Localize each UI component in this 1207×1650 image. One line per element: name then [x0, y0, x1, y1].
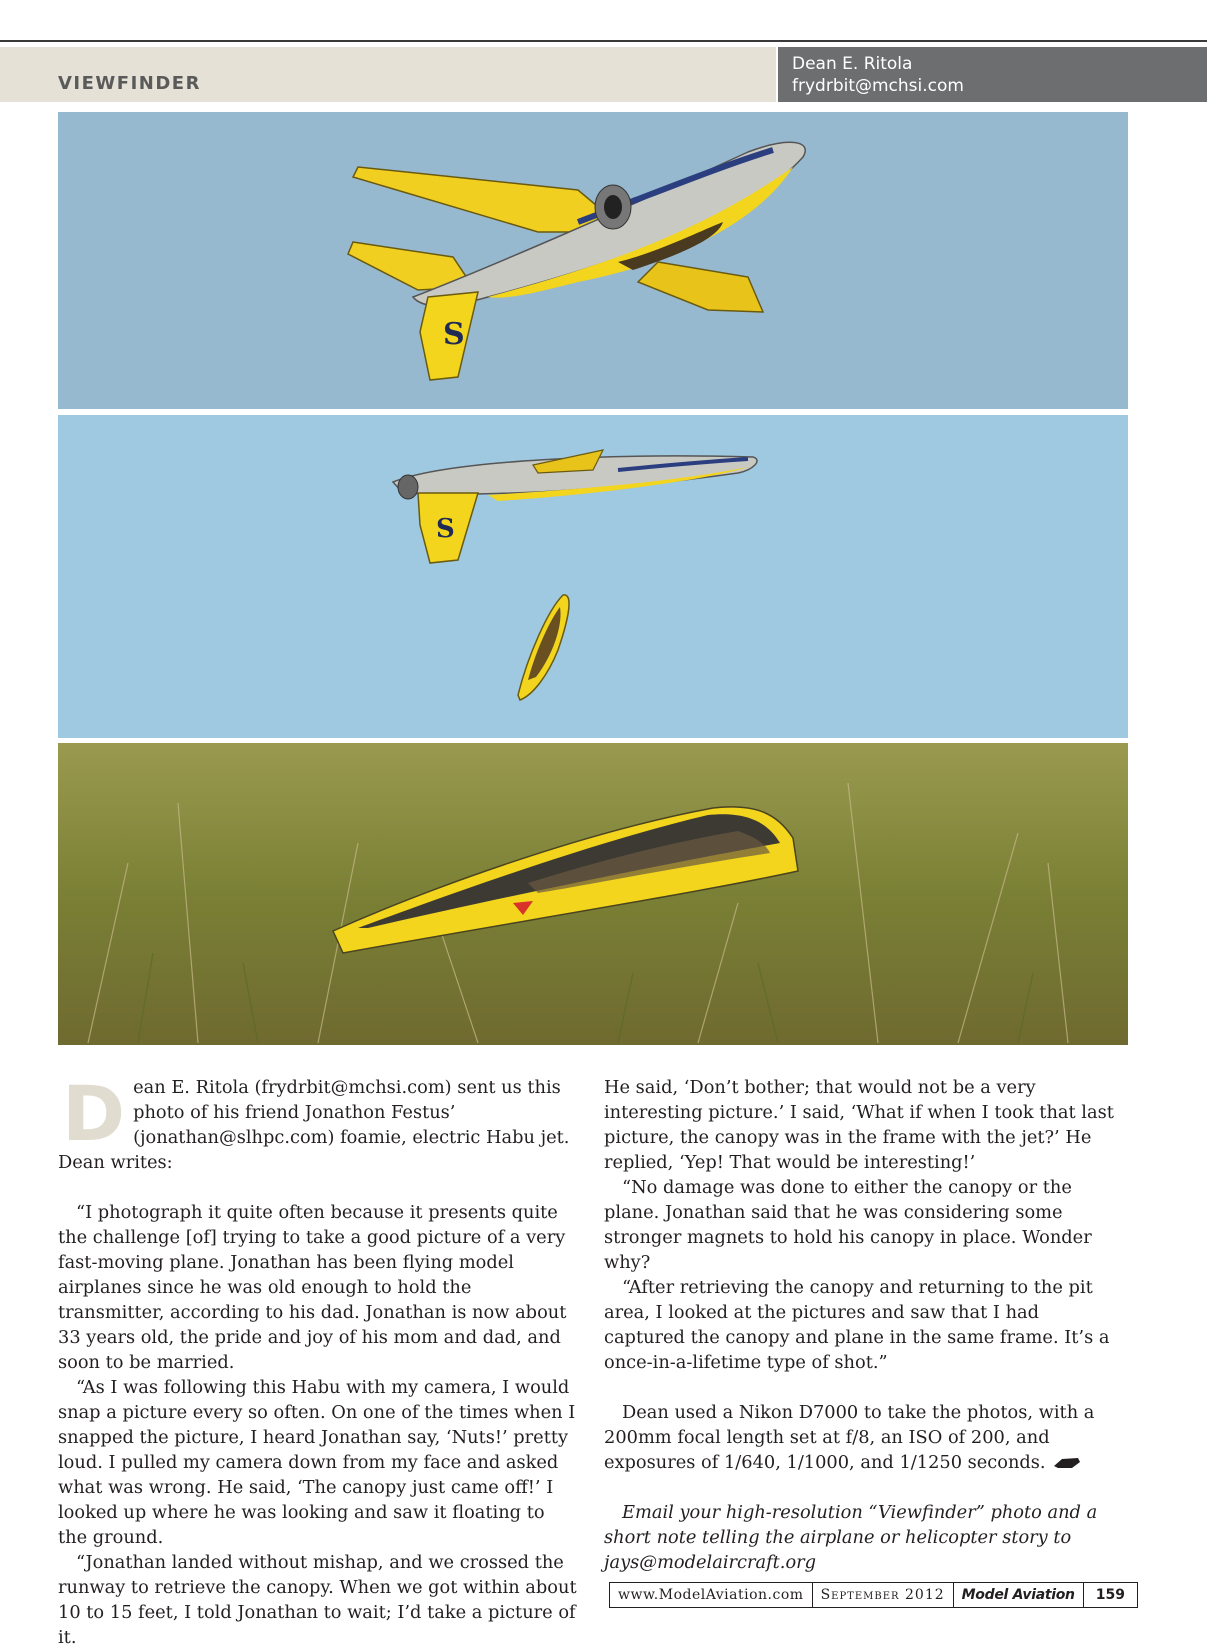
- article-paragraph: “Jonathan landed without mishap, and we crossed the runway to retrieve the canopy. When we got within about 10 to 15 feet, I told Jonathan to wait; I’d take a picture of it.: [58, 1552, 577, 1648]
- footer-url: www.ModelAviation.com: [610, 1583, 813, 1607]
- section-title: VIEWFINDER: [58, 73, 201, 94]
- article-column-left: [58, 1069, 578, 1650]
- photo-canopy-in-grass: [58, 743, 1128, 1045]
- photo-canopy-separating: [58, 415, 1128, 738]
- author-name: Dean E. Ritola: [792, 54, 913, 74]
- article-intro: Dean E. Ritola (frydrbit@mchsi.com) sent us this photo of his friend Jonathon Festus’ (jonathan@slhpc.com) foamie, electric Habu jet. Dean writes:: [58, 1069, 570, 1173]
- article-paragraph: “I photograph it quite often because it presents quite the challenge [of] trying to take a good picture of a very fast-moving plane. Jonathan has been flying model airplanes since he was old enough to hold the transmitter, according to his dad. Jonathan is now about 33 years old, the pride and joy of his mom and dad, and soon to be married.: [58, 1202, 567, 1373]
- article-column-right: [604, 1075, 1124, 1575]
- top-rule: [0, 40, 1207, 42]
- article-paragraph: He said, ‘Don’t bother; that would not be a very interesting picture.’ I said, ‘What if when I took that last picture, the canopy was in the frame with the jet?’ He replied, ‘Yep! That would be interesting!’: [604, 1077, 1114, 1173]
- submission-note: Email your high-resolution “Viewfinder” photo and a short note telling the airplane or helicopter story to jays@modelaircraft.org: [604, 1502, 1098, 1573]
- author-email: frydrbit@mchsi.com: [792, 76, 964, 96]
- footer-magazine-name: Model Aviation: [954, 1583, 1084, 1607]
- author-credit: [778, 47, 1207, 102]
- svg-text:S: S: [436, 514, 455, 544]
- camera-details-paragraph: Dean used a Nikon D7000 to take the photos, with a 200mm focal length set at f/8, an ISO of 200, and exposures of 1/640, 1/1000, and 1/1250 seconds.: [604, 1402, 1095, 1473]
- photo-jet-banking: [58, 112, 1128, 409]
- footer-date: September 2012: [813, 1583, 954, 1607]
- page-number: 159: [1095, 1587, 1125, 1603]
- page-footer: [609, 1582, 1138, 1608]
- article-paragraph: “No damage was done to either the canopy or the plane. Jonathan said that he was considering some stronger magnets to hold his canopy in place. Wonder why?: [604, 1177, 1092, 1273]
- svg-text:S: S: [443, 317, 465, 352]
- article-paragraph: “As I was following this Habu with my camera, I would snap a picture every so often. On one of the times when I snapped the picture, I heard Jonathan say, ‘Nuts!’ pretty loud. I pulled my camera down from my face and asked what was wrong. He said, ‘The canopy just came off!’ I looked up where he was looking and saw it floating to the ground.: [58, 1377, 576, 1548]
- drop-cap: D: [62, 1069, 126, 1158]
- article-paragraph: “After retrieving the canopy and returning to the pit area, I looked at the pictures and saw that I had captured the canopy and plane in the same frame. It’s a once-in-a-lifetime type of shot.”: [604, 1277, 1110, 1373]
- end-of-article-icon: [1052, 1456, 1082, 1470]
